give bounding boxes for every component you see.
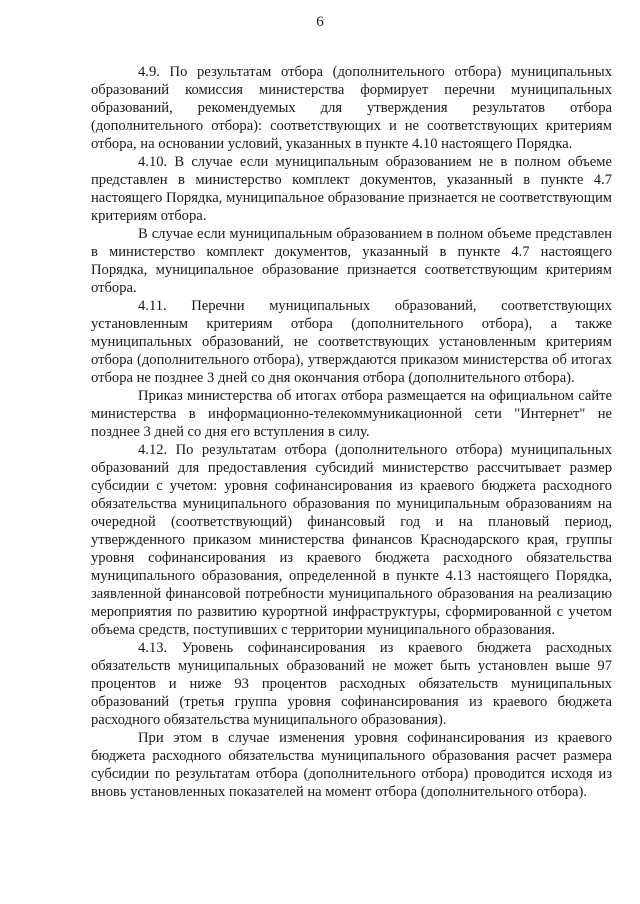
paragraph-4-12: 4.12. По результатам отбора (дополнительного отбора) муниципальных образований для предоставления субсидий министерство рассчитывает размер субсидии с учетом: уровня софинансирования из краевого бюджета расходного обязательства муниципального образования по муниципальным образованиям на очередной (соответствующий) финансовый год и на плановый период, утвержденного приказом министерства финансов Краснодарского края, группы уровня софинансирования из краевого бюджета расходного обязательства муниципального образования, определенной в пункте 4.13 настоящего Порядка, заявленной финансовой потребности муниципального образования на реализацию мероприятия по развитию курортной инфраструктуры, сформированной с учетом объема средств, поступивших с территории муниципального образования. xyxy=(91,442,612,638)
paragraph-4-11-cont: Приказ министерства об итогах отбора размещается на официальном сайте министерства в информационно-телекоммуникационной сети "Интернет" не позднее 3 дней со дня его вступления в силу. xyxy=(91,388,612,440)
paragraph-4-9: 4.9. По результатам отбора (дополнительного отбора) муниципальных образований комиссия министерства формирует перечни муниципальных образований, рекомендуемых для утверждения результатов отбора (дополнительного отбора): соответствующих и не соответствующих критериям отбора, на основании условий, указанных в пункте 4.10 настоящего Порядка. xyxy=(91,64,612,152)
document-body xyxy=(91,63,612,801)
paragraph-4-13-cont: При этом в случае изменения уровня софинансирования из краевого бюджета расходного обязательства муниципального образования расчет размера субсидии по результатам отбора (дополнительного отбора) проводится исходя из вновь установленных показателей на момент отбора (дополнительного отбора). xyxy=(91,730,612,800)
paragraph-4-10-cont: В случае если муниципальным образованием в полном объеме представлен в министерство комплект документов, указанный в пункте 4.7 настоящего Порядка, муниципальное образование признается соответствующим критериям отбора. xyxy=(91,226,612,296)
page-number: 6 xyxy=(316,14,324,30)
paragraph-4-10: 4.10. В случае если муниципальным образованием не в полном объеме представлен в министерство комплект документов, указанный в пункте 4.7 настоящего Порядка, муниципальное образование признается не соответствующим критериям отбора. xyxy=(91,154,612,224)
paragraph-4-13: 4.13. Уровень софинансирования из краевого бюджета расходных обязательств муниципальных образований не может быть установлен выше 97 процентов и ниже 93 процентов расходных обязательств муниципальных образований (третья группа уровня софинансирования из краевого бюджета расходного обязательства муниципального образования). xyxy=(91,640,612,728)
paragraph-4-11: 4.11. Перечни муниципальных образований, соответствующих установленным критериям отбора (дополнительного отбора), а также муниципальных образований, не соответствующих установленным критериям отбора (дополнительного отбора), утверждаются приказом министерства об итогах отбора не позднее 3 дней со дня окончания отбора (дополнительного отбора). xyxy=(91,298,612,386)
